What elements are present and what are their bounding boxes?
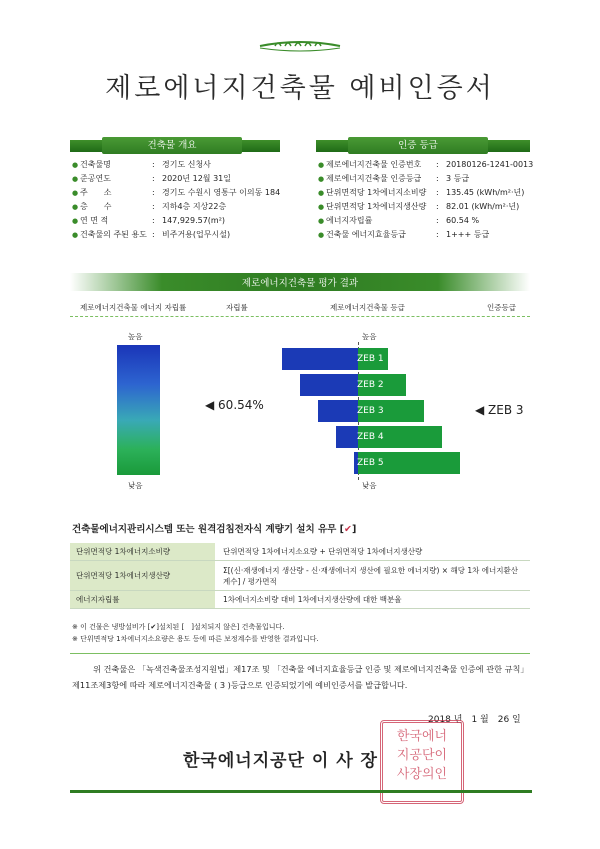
header-bar-right-end xyxy=(488,140,530,152)
table-key: 단위면적당 1차에너지소비량 xyxy=(70,543,215,560)
info-value: 20180126-1241-0013 xyxy=(446,160,534,169)
bullet-icon: ● xyxy=(318,161,325,169)
bullet-icon: ● xyxy=(318,203,325,211)
info-key: 주 소 xyxy=(80,188,112,197)
info-key: 건축물의 주된 용도 xyxy=(80,230,147,239)
info-row xyxy=(72,214,287,228)
zeb-bar-blue xyxy=(336,426,358,448)
high-label-left: 높음 xyxy=(128,332,143,341)
overview-list xyxy=(72,158,287,242)
info-row xyxy=(72,186,287,200)
high-label-right: 높음 xyxy=(362,332,377,341)
zeb-label: ZEB 2 xyxy=(357,380,384,390)
info-row xyxy=(318,228,548,242)
bullet-icon: ● xyxy=(318,189,325,197)
zeb-label: ZEB 5 xyxy=(357,458,384,468)
info-value: 60.54 % xyxy=(446,216,480,225)
header-bar-left-end xyxy=(242,140,280,152)
table-value: Σ[(신·재생에너지 생산량 - 신·재생에너지 생산에 필요한 에너지량) × 해당 1차 에너지환산계수] / 평가면적 xyxy=(223,565,518,586)
info-key: 에너지자립률 xyxy=(326,216,373,225)
zeb-label: ZEB 4 xyxy=(357,432,384,442)
divider xyxy=(70,316,530,317)
table-key: 에너지자립률 xyxy=(70,591,215,608)
low-label-right: 낮음 xyxy=(362,481,377,490)
bullet-icon: ● xyxy=(318,217,325,225)
bullet-icon: ● xyxy=(72,161,79,169)
header-bar-left xyxy=(70,140,102,152)
info-row xyxy=(72,200,287,214)
table-value: 단위면적당 1차에너지소요량 + 단위면적당 1차에너지생산량 xyxy=(223,547,423,556)
bullet-icon: ● xyxy=(72,231,79,239)
info-key: 층 수 xyxy=(80,202,112,211)
colon: : xyxy=(436,216,439,225)
info-key: 단위면적당 1차에너지소비량 xyxy=(326,188,427,197)
note-correction: ※ 단위면적당 1차에너지소요량은 용도 등에 따른 보정계수를 반영한 결과입니다. xyxy=(72,635,319,643)
definition-table xyxy=(70,543,530,609)
info-value: 지하4층 지상22층 xyxy=(162,202,227,211)
result-header: 제로에너지건축물 평가 결과 xyxy=(241,278,359,289)
colon: : xyxy=(436,160,439,169)
label-self-sufficiency: 제로에너지건축물 에너지 자립률 xyxy=(80,303,187,312)
info-key: 건축물 에너지효율등급 xyxy=(326,230,406,239)
table-row xyxy=(70,591,530,609)
info-row xyxy=(72,228,287,242)
official-seal-icon: 한국에너 지공단이 사장의인 xyxy=(380,720,464,804)
colon: : xyxy=(436,188,439,197)
divider-2 xyxy=(70,653,530,654)
colon: : xyxy=(152,188,155,197)
info-row xyxy=(318,158,548,172)
info-row xyxy=(318,214,548,228)
info-value: 147,929.57(m²) xyxy=(162,216,226,225)
colon: : xyxy=(436,202,439,211)
note-cooling: ※ 이 건물은 냉방설비가 [✔]설치된 [ ]설치되지 않은] 건축물입니다. xyxy=(72,623,285,631)
remote-meter-close: ] xyxy=(351,524,357,535)
info-value: 1+++ 등급 xyxy=(446,230,490,239)
info-row xyxy=(318,200,548,214)
grade-list xyxy=(318,158,548,242)
colon: : xyxy=(152,216,155,225)
ornament-icon xyxy=(255,38,345,54)
zeb-bar-blue xyxy=(300,374,358,396)
bottom-rule xyxy=(70,790,532,793)
grade-header: 인증 등급 xyxy=(348,137,488,154)
certificate-title: 제로에너지건축물 예비인증서 xyxy=(105,73,495,104)
info-row xyxy=(318,172,548,186)
zeb-certified-grade: ◀ ZEB 3 xyxy=(475,403,524,417)
bullet-icon: ● xyxy=(318,231,325,239)
zeb-label: ZEB 3 xyxy=(357,406,384,416)
info-key: 연 면 적 xyxy=(80,216,109,225)
info-value: 경기도 신청사 xyxy=(162,160,211,169)
colon: : xyxy=(436,230,439,239)
info-value: 비주거용(업무시설) xyxy=(162,230,231,239)
low-label-left: 낮음 xyxy=(128,481,143,490)
colon: : xyxy=(436,174,439,183)
bullet-icon: ● xyxy=(72,217,79,225)
colon: : xyxy=(152,174,155,183)
colon: : xyxy=(152,230,155,239)
statement-line1: 위 건축물은 「녹색건축물조성지원법」제17조 및 「건축물 에너지효율등급 인증 및 제로에너지건축물 인증에 관한 규칙」 xyxy=(93,664,529,674)
overview-header: 건축물 개요 xyxy=(102,137,242,154)
info-row xyxy=(72,158,287,172)
info-row xyxy=(318,186,548,200)
table-row xyxy=(70,543,530,561)
info-key: 준공연도 xyxy=(80,174,111,183)
bullet-icon: ● xyxy=(72,189,79,197)
bullet-icon: ● xyxy=(72,175,79,183)
self-sufficiency-rate: ◀ 60.54% xyxy=(205,398,264,412)
info-key: 제로에너지건축물 인증등급 xyxy=(326,174,422,183)
info-key: 제로에너지건축물 인증번호 xyxy=(326,160,422,169)
label-zeb-grade: 제로에너지건축물 등급 xyxy=(330,303,405,312)
zeb-bar-blue xyxy=(282,348,358,370)
header-bar-right xyxy=(316,140,348,152)
info-key: 건축물명 xyxy=(80,160,111,169)
colon: : xyxy=(152,160,155,169)
self-sufficiency-gradient xyxy=(117,345,160,475)
table-row xyxy=(70,561,530,591)
statement-line2: 제11조제3항에 따라 제로에너지건축물 ( 3 )등급으로 인증되었기에 예비인증서를 발급합니다. xyxy=(72,680,408,690)
remote-meter-text: 건축물에너지관리시스템 또는 원격검침전자식 계량기 설치 유무 [ xyxy=(72,524,344,535)
info-value: 135.45 (kWh/m²·년) xyxy=(446,188,525,197)
issue-date: 2018 년 1 월 26 일 xyxy=(428,715,521,725)
zeb-bar-blue xyxy=(318,400,358,422)
info-row xyxy=(72,172,287,186)
info-value: 2020년 12월 31일 xyxy=(162,174,231,183)
remote-meter-question xyxy=(72,521,356,535)
bullet-icon: ● xyxy=(318,175,325,183)
zeb-label: ZEB 1 xyxy=(357,354,384,364)
info-key: 단위면적당 1차에너지생산량 xyxy=(326,202,427,211)
issuer: 한국에너지공단 이 사 장 xyxy=(183,751,378,771)
info-value: 경기도 수원시 영통구 이의동 184 xyxy=(162,188,281,197)
table-key: 단위면적당 1차에너지생산량 xyxy=(70,561,215,590)
label-rate: 자립률 xyxy=(226,303,248,312)
bullet-icon: ● xyxy=(72,203,79,211)
table-value: 1차에너지소비량 대비 1차에너지생산량에 대한 백분율 xyxy=(223,595,402,604)
info-value: 3 등급 xyxy=(446,174,470,183)
colon: : xyxy=(152,202,155,211)
label-cert-grade: 인증등급 xyxy=(487,303,516,312)
info-value: 82.01 (kWh/m²·년) xyxy=(446,202,520,211)
check-icon: ✔ xyxy=(343,524,352,535)
